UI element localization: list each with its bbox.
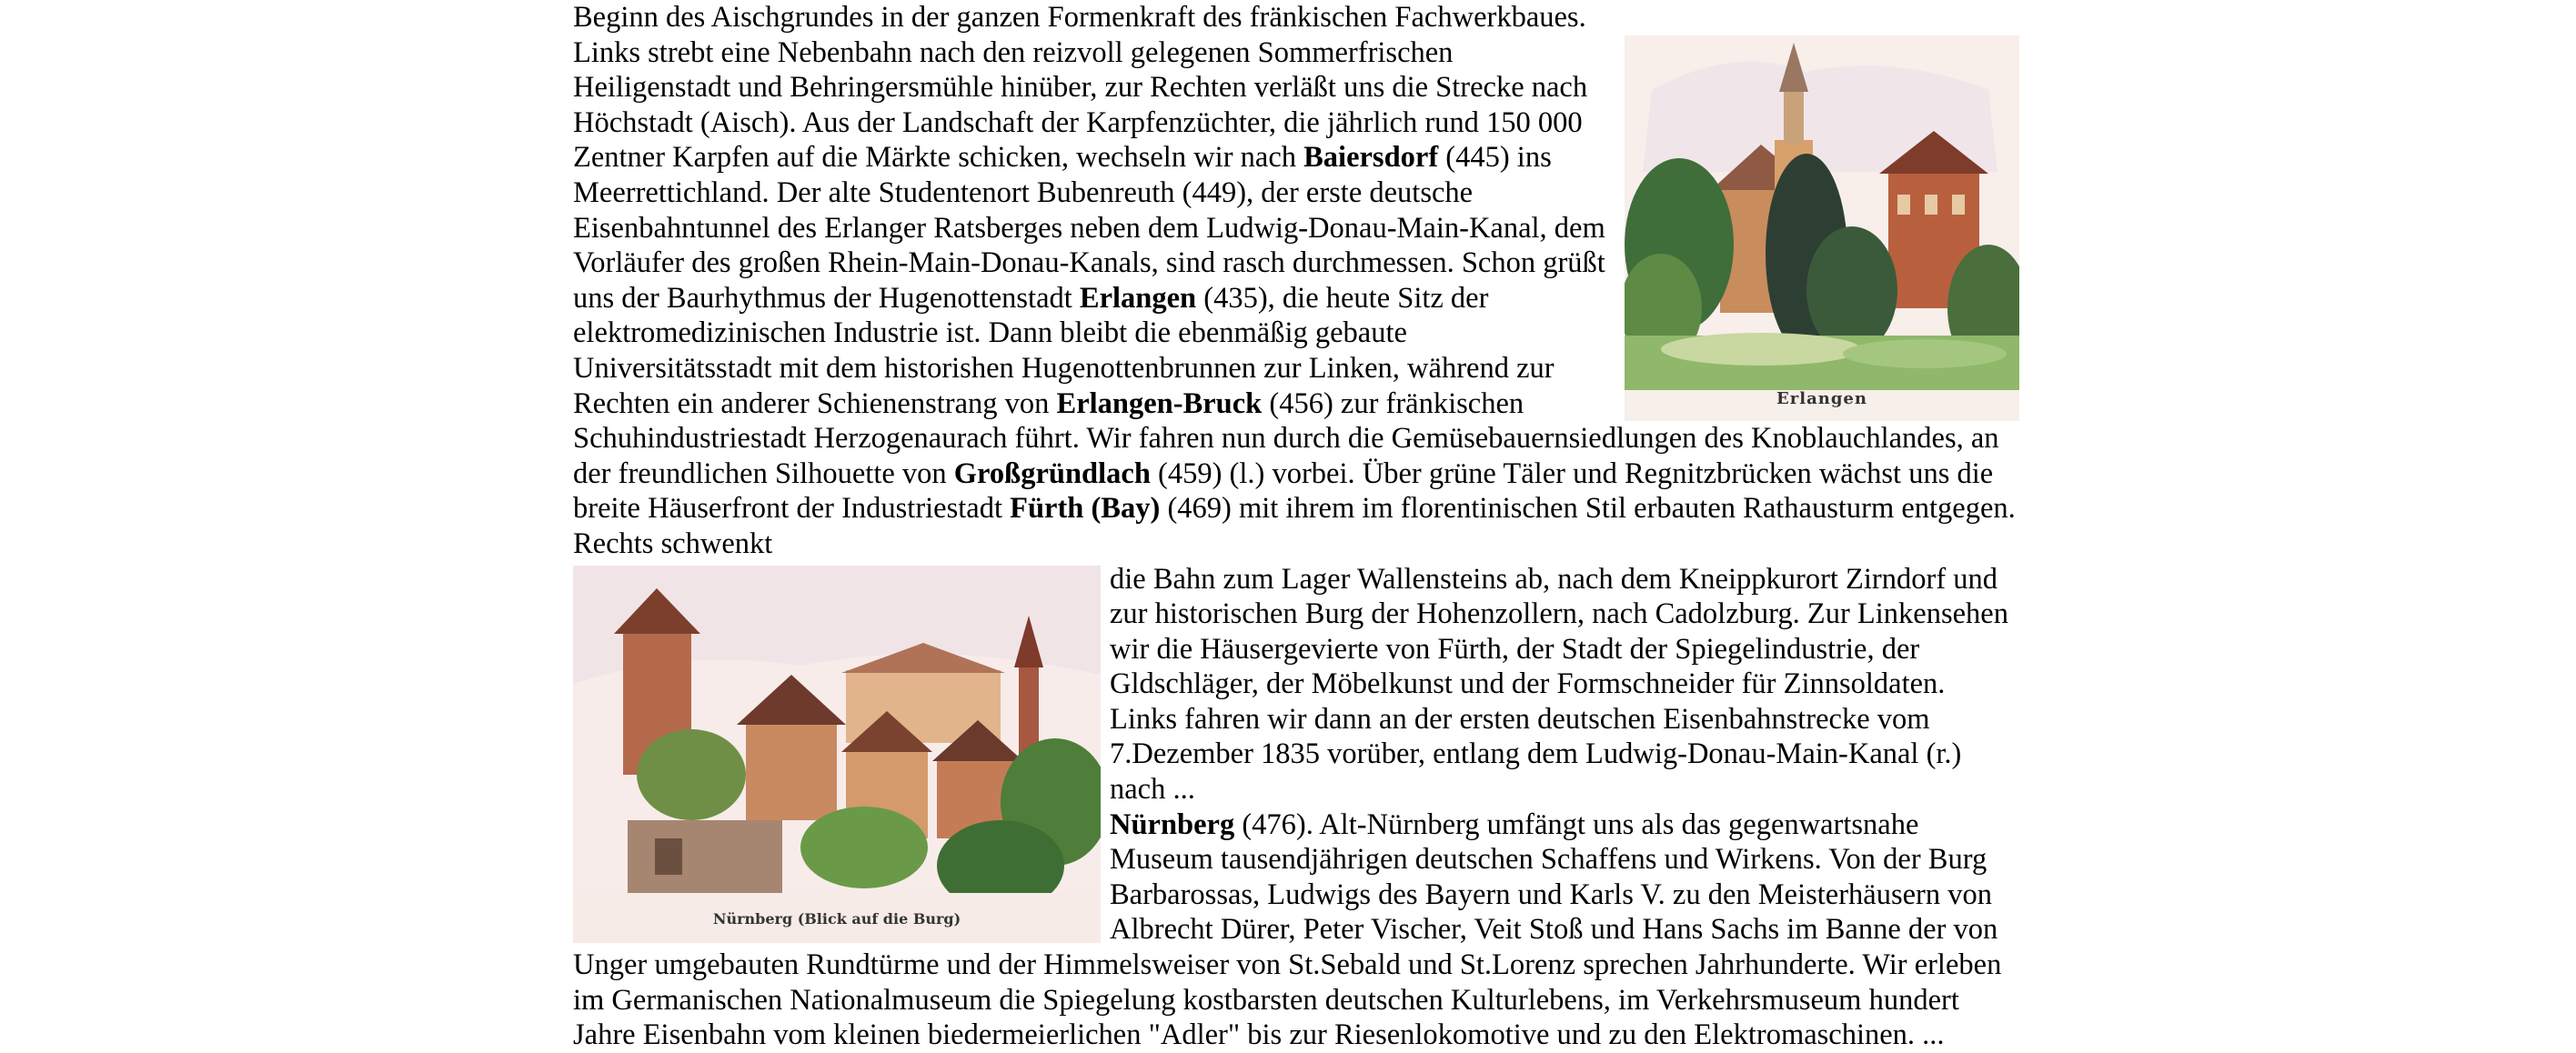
place-nuernberg: Nürnberg — [1110, 807, 1235, 841]
paragraph-text: (459) (l.) vorbei. Über grüne Täler und Regnitzbrücken wächst uns die breite Häuserfront der Industriestadt — [573, 456, 1994, 526]
nuernberg-painting — [573, 566, 1101, 943]
place-erlangen-bruck: Erlangen-Bruck — [1056, 386, 1263, 420]
paragraph-text: Beginn des Aischgrundes in der ganzen Formenkraft des fränkischen Fachwerkbaues. Links strebt eine Nebenbahn nach den reizvoll gelegenen Sommerfrischen Heiligenstadt und Behringersmühle hinüber, zur Rechten verläßt uns die Strecke nach Höchstadt (Aisch). Aus der Landschaft der Karpfenzüchter, die jährlich rund 150 000 Zentner Karpfen auf die Märkte schicken, wechseln wir nach — [573, 1, 1588, 175]
place-grossgruendlach: Großgründlach — [953, 456, 1151, 490]
erlangen-painting — [1625, 35, 2019, 421]
paragraph-text: (456) zur fränkischen Schuhindustriestadt Herzogenaurach führt. Wir fahren nun durch die Gemüsebauernsiedlungen des Knoblauchlandes, an der freundlichen Silhouette von — [573, 386, 1999, 490]
place-erlangen: Erlangen — [1079, 281, 1197, 315]
nuernberg-caption: Nürnberg (Blick auf die Burg) — [712, 909, 961, 928]
paragraph-text: (469) mit ihrem im florentinischen Stil erbauten Rathausturm entgegen. Rechts schwenkt — [573, 492, 2016, 560]
place-baiersdorf: Baiersdorf — [1303, 141, 1439, 175]
document-page — [573, 0, 2019, 1053]
erlangen-illustration — [1625, 35, 2019, 421]
paragraph-text: (445) ins Meerrettichland. Der alte Studentenort Bubenreuth (449), der erste deutsche Eisenbahntunnel des Erlanger Ratsberges neben dem Ludwig-Donau-Main-Kanal, dem Vorläufer des großen Rhein-Main-Donau-Kanals, sind rasch durchmessen. Schon grüßt uns der Baurhythmus der Hugenottenstadt — [573, 141, 1605, 315]
paragraph-text: (435), die heute Sitz der elektromedizinischen Industrie ist. Dann bleibt die ebenmäßig gebaute Universitätsstadt mit dem historishen Hugenottenbrunnen zur Linken, während zur Rechten ein anderer Schienenstrang von — [573, 281, 1555, 420]
place-fuerth: Fürth (Bay) — [1010, 492, 1161, 526]
nuernberg-illustration — [573, 566, 1101, 943]
paragraph-text: (476). Alt-Nürnberg umfängt uns als das gegenwartsnahe Museum tausendjährigen deutschen Schaffens und Wirkens. Von der Burg Barbarossas, Ludwigs des Bayern und Karls V. zu den Meisterhäusern von Albrecht Dürer, Peter Vischer, Veit Stoß und Hans Sachs im Banne der von Unger umgebauten Rundtürme und der Himmelsweiser von St.Sebald und St.Lorenz sprechen Jahrhunderte. Wir erleben im Germanischen Nationalmuseum die Spiegelung kostbarsten deutschen Kulturlebens, im Verkehrsmuseum hundert Jahre Eisenbahn vom kleinen biedermeierlichen "Adler" bis zur Riesenlokomotive und zu den Elektromaschinen. ... — [573, 807, 2002, 1052]
erlangen-caption: Erlangen — [1776, 389, 1867, 409]
paragraph-text: die Bahn zum Lager Wallensteins ab, nach dem Kneippkurort Zirndorf und zur historischen Burg der Hohenzollern, nach Cadolzburg. Zur Linkensehen wir die Häusergevierte von Fürth, der Stadt der Spiegelindustrie, der Gldschläger, der Möbelkunst und der Formschneider für Zinnsoldaten. Links fahren wir dann an der ersten deutschen Eisenbahnstrecke vom 7.Dezember 1835 vorüber, entlang dem Ludwig-Donau-Main-Kanal (r.) nach ... — [1110, 562, 2008, 807]
